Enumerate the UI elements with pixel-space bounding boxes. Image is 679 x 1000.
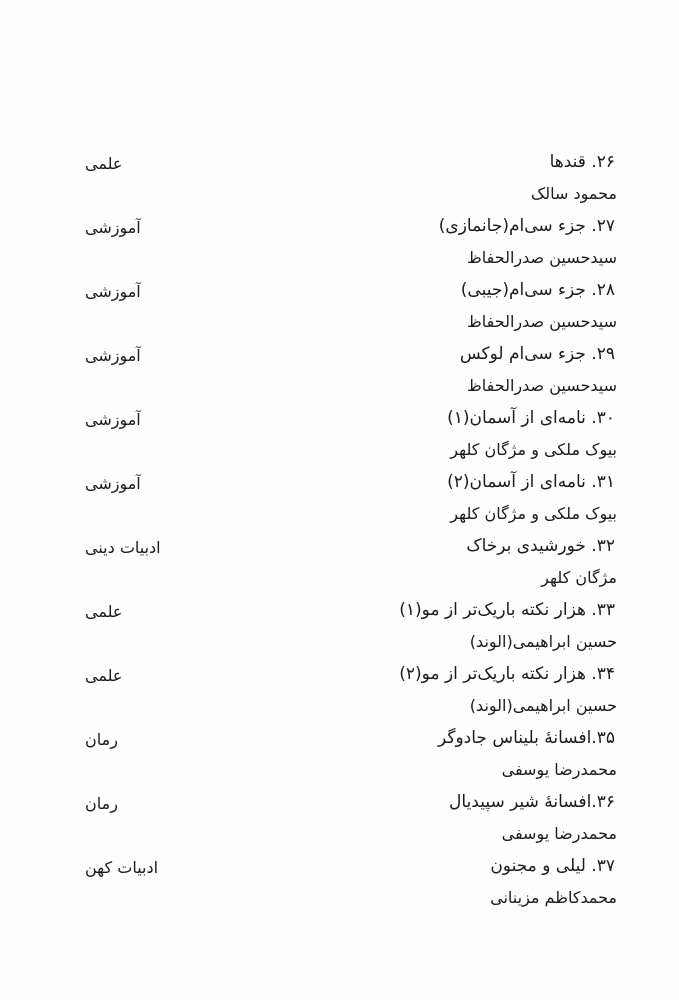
book-entry bbox=[0, 402, 679, 466]
book-title: ۳۶.افسانهٔ شیر سپیدیال bbox=[449, 792, 615, 812]
book-title: ۲۸. جزء سی‌ام(جیبی) bbox=[460, 280, 615, 300]
book-author: بیوک ملکی و مژگان کلهر bbox=[450, 504, 617, 523]
book-title: ۳۲. خورشیدی برخاک bbox=[466, 536, 615, 556]
book-entry bbox=[0, 210, 679, 274]
book-author: محمدرضا یوسفی bbox=[501, 824, 617, 843]
category-label: آموزشی bbox=[85, 474, 141, 493]
book-author: سیدحسین صدرالحفاظ bbox=[466, 312, 617, 331]
category-label: آموزشی bbox=[85, 346, 141, 365]
book-author: مژگان کلهر bbox=[541, 568, 617, 587]
category-label: ادبیات دینی bbox=[85, 538, 161, 557]
book-author: محمود سالک bbox=[530, 184, 617, 203]
category-label: علمی bbox=[85, 602, 123, 621]
book-title: ۳۳. هزار نکته باریک‌تر از مو(۱) bbox=[399, 600, 615, 620]
category-label: آموزشی bbox=[85, 218, 141, 237]
book-author: سیدحسین صدرالحفاظ bbox=[466, 376, 617, 395]
book-title: ۳۷. لیلی و مجنون bbox=[490, 856, 615, 876]
category-label: آموزشی bbox=[85, 282, 141, 301]
book-entry bbox=[0, 466, 679, 530]
book-author: محمدرضا یوسفی bbox=[501, 760, 617, 779]
category-label: آموزشی bbox=[85, 410, 141, 429]
book-entry bbox=[0, 530, 679, 594]
book-author: حسین ابراهیمی(الوند) bbox=[469, 632, 617, 651]
book-title: ۲۶. قندها bbox=[549, 152, 615, 172]
book-author: حسین ابراهیمی(الوند) bbox=[469, 696, 617, 715]
category-label: رمان bbox=[85, 730, 118, 749]
book-entry bbox=[0, 338, 679, 402]
book-entry bbox=[0, 146, 679, 210]
book-entry bbox=[0, 722, 679, 786]
book-title: ۲۷. جزء سی‌ام(جانمازی) bbox=[438, 216, 615, 236]
book-title: ۳۱. نامه‌ای از آسمان(۲) bbox=[447, 472, 615, 492]
category-label: علمی bbox=[85, 666, 123, 685]
book-title: ۳۵.افسانهٔ بلیناس جادوگر bbox=[437, 728, 615, 748]
book-author: سیدحسین صدرالحفاظ bbox=[466, 248, 617, 267]
category-label: علمی bbox=[85, 154, 123, 173]
book-entry bbox=[0, 658, 679, 722]
book-author: محمدکاظم مزینانی bbox=[490, 888, 617, 907]
book-entry bbox=[0, 594, 679, 658]
category-label: رمان bbox=[85, 794, 118, 813]
book-entry bbox=[0, 850, 679, 914]
book-entry bbox=[0, 274, 679, 338]
book-list bbox=[0, 146, 679, 914]
book-entry bbox=[0, 786, 679, 850]
book-title: ۲۹. جزء سی‌ام لوکس bbox=[459, 344, 615, 364]
book-author: بیوک ملکی و مژگان کلهر bbox=[450, 440, 617, 459]
book-title: ۳۴. هزار نکته باریک‌تر از مو(۲) bbox=[399, 664, 615, 684]
book-title: ۳۰. نامه‌ای از آسمان(۱) bbox=[447, 408, 615, 428]
category-label: ادبیات کهن bbox=[85, 858, 159, 877]
